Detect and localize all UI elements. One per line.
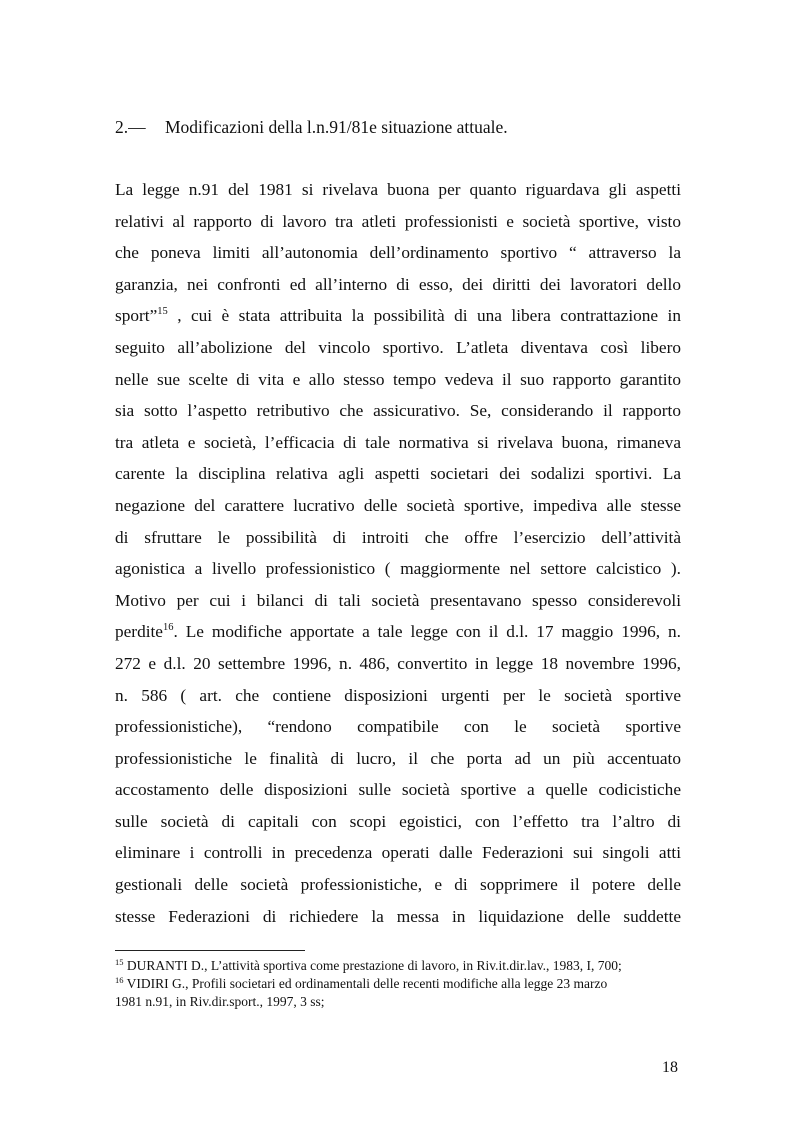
text-run: 272 e d.l. 20 settembre 1996, n. 486, convertito in legge 18 novembre 1996,	[115, 653, 681, 673]
text-line	[115, 458, 681, 490]
footnote-separator	[115, 950, 305, 951]
text-run: 1981 n.91, in Riv.dir.sport., 1997, 3 ss;	[115, 994, 325, 1009]
text-line	[115, 300, 681, 332]
text-line	[115, 837, 681, 869]
text-line	[115, 522, 681, 554]
text-line	[115, 553, 681, 585]
text-line	[115, 869, 681, 901]
text-line	[115, 743, 681, 775]
text-line	[115, 490, 681, 522]
section-number: 2.—	[115, 117, 146, 137]
text-run: nelle sue scelte di vita e allo stesso tempo vedeva il suo rapporto garantito	[115, 369, 681, 389]
text-line	[115, 680, 681, 712]
text-run: stesse Federazioni di richiedere la messa in liquidazione delle suddette	[115, 906, 681, 926]
text-line	[115, 806, 681, 838]
text-run: professionistiche), “rendono compatibile con le società sportive	[115, 717, 681, 737]
text-run: accostamento delle disposizioni sulle società sportive a quelle codicistiche	[115, 780, 681, 800]
body-paragraph	[115, 174, 681, 932]
section-heading	[115, 116, 508, 138]
text-line	[115, 648, 681, 680]
footnote-reference: 16	[115, 975, 124, 985]
text-run: perdite	[115, 622, 163, 642]
text-line	[115, 174, 681, 206]
text-run: Motivo per cui i bilanci di tali società presentavano spesso considerevoli	[115, 590, 681, 610]
text-line	[115, 206, 681, 238]
text-run: eliminare i controlli in precedenza operati dalle Federazioni sui singoli atti	[115, 843, 681, 863]
text-run: gestionali delle società professionistiche, e di sopprimere il potere delle	[115, 875, 681, 895]
text-line	[115, 901, 681, 933]
text-run: agonistica a livello professionistico ( maggiormente nel settore calcistico ).	[115, 559, 681, 579]
text-run: sia sotto l’aspetto retributivo che assicurativo. Se, considerando il rapporto	[115, 401, 681, 421]
text-line	[115, 616, 681, 648]
text-run: n. 586 ( art. che contiene disposizioni urgenti per le società sportive	[115, 685, 681, 705]
text-line	[115, 364, 681, 396]
text-run: sulle società di capitali con scopi egoistici, con l’effetto tra l’altro di	[115, 811, 681, 831]
footnote-reference: 16	[162, 622, 174, 634]
text-line	[115, 774, 681, 806]
text-run: DURANTI D., L’attività sportiva come prestazione di lavoro, in Riv.it.dir.lav., 1983, I, 700;	[123, 958, 622, 973]
text-run: . Le modifiche apportate a tale legge con il d.l. 17 maggio 1996, n.	[173, 622, 681, 642]
text-run: relativi al rapporto di lavoro tra atleti professionisti e società sportive, visto	[115, 211, 681, 231]
page-number: 18	[662, 1059, 678, 1076]
text-line	[115, 395, 681, 427]
text-run: , cui è stata attribuita la possibilità di una libera contrattazione in	[167, 306, 681, 326]
text-run: sport”	[115, 306, 158, 326]
footnote-2-line	[115, 993, 685, 1011]
footnote-reference: 15	[157, 306, 168, 318]
footnote-1-line	[115, 957, 685, 975]
text-line	[115, 269, 681, 301]
text-run: negazione del carattere lucrativo delle società sportive, impediva alle stesse	[115, 495, 681, 515]
text-line	[115, 332, 681, 364]
text-run: La legge n.91 del 1981 si rivelava buona per quanto riguardava gli aspetti	[115, 180, 681, 199]
text-line	[115, 237, 681, 269]
text-line	[115, 711, 681, 743]
footnote-reference: 15	[115, 957, 124, 967]
text-run: carente la disciplina relativa agli aspetti societari dei sodalizi sportivi. La	[115, 464, 681, 484]
text-line	[115, 585, 681, 617]
text-run: tra atleta e società, l’efficacia di tale normativa si rivelava buona, rimaneva	[115, 432, 681, 452]
text-run: che poneva limiti all’autonomia dell’ordinamento sportivo “ attraverso la	[115, 243, 681, 263]
footnotes	[115, 957, 685, 1011]
footnote-2-line	[115, 975, 685, 993]
text-run: professionistiche le finalità di lucro, il che porta ad un più accentuato	[115, 748, 681, 768]
text-run: VIDIRI G., Profili societari ed ordinamentali delle recenti modifiche alla legge 23 marzo	[123, 976, 608, 991]
text-run: seguito all’abolizione del vincolo sportivo. L’atleta diventava così libero	[115, 337, 681, 357]
text-line	[115, 427, 681, 459]
text-run: garanzia, nei confronti ed all’interno di esso, dei diritti dei lavoratori dello	[115, 274, 681, 294]
text-run: di sfruttare le possibilità di introiti che offre l’esercizio dell’attività	[115, 527, 681, 547]
section-title: Modificazioni della l.n.91/81e situazione attuale.	[165, 117, 508, 137]
